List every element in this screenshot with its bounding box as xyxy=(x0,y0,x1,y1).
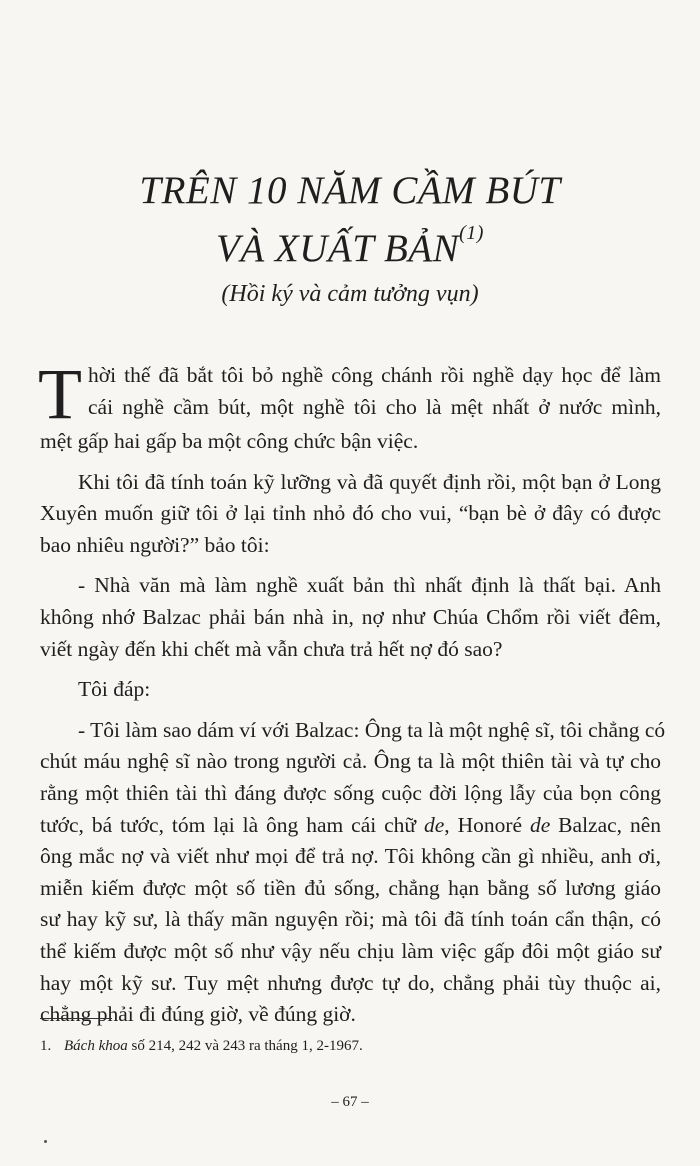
text-line xyxy=(40,810,661,842)
paragraph xyxy=(40,674,661,706)
text-line: rằng một thiên tài thì đáng được sống cuộc đời lộng lẫy của bọn công xyxy=(40,780,661,805)
footnote xyxy=(40,1038,363,1055)
footnote-number: 1. xyxy=(40,1038,52,1054)
text-line: hời thế đã bắt tôi bỏ nghề công chánh rồi nghề dạy học để làm xyxy=(87,363,661,387)
text-line: không nhớ Balzac phải bán nhà in, nợ như Chúa Chổm rồi viết đêm, xyxy=(40,604,661,629)
footnote-source: Bách khoa xyxy=(64,1038,128,1054)
drop-cap: T xyxy=(38,354,82,434)
footnote-divider xyxy=(40,1018,112,1019)
text-line: sư hay kỹ sư, là thấy mãn nguyện rồi; mà tôi đã tính toán cẩn thận, có xyxy=(40,907,661,932)
footnote-reference: (1) xyxy=(459,222,484,244)
text-line: miễn kiếm được một số tiền đủ sống, chẳng hạn bằng số lương giáo xyxy=(40,875,661,900)
chapter-title-line-1: TRÊN 10 NĂM CẦM BÚT xyxy=(139,169,561,212)
text-line: hay một kỹ sư. Tuy mệt nhưng được tự do, chẳng phải tùy thuộc ai, xyxy=(40,970,661,995)
text-line: cái nghề cầm bút, một nghề tôi cho là mệt nhất ở nước mình, xyxy=(87,394,661,419)
text-line: chẳng phải đi đúng giờ, về đúng giờ. xyxy=(40,1002,356,1027)
paragraph xyxy=(40,570,661,665)
text-line: Xuyên muốn giữ tôi ở lại tỉnh nhỏ đó cho vui, “bạn bè ở đây có được xyxy=(40,501,661,526)
text-line: viết ngày đến khi chết mà vẫn chưa trả hết nợ đó sao? xyxy=(40,636,503,661)
italic-text: de xyxy=(529,812,551,837)
chapter-title-text: VÀ XUẤT BẢN xyxy=(216,227,460,270)
text-line: chút máu nghệ sĩ nào trong người cả. Ông ta là một thiên tài và tự cho xyxy=(40,749,661,774)
footnote-text: số 214, 242 và 243 ra tháng 1, 2-1967. xyxy=(127,1038,363,1054)
text-run: , Honoré xyxy=(444,812,530,837)
paragraph xyxy=(38,354,661,458)
text-line: bao nhiêu người?” bảo tôi: xyxy=(40,532,270,557)
italic-text: de xyxy=(423,812,445,837)
chapter-subtitle: (Hồi ký và cảm tưởng vụn) xyxy=(221,281,479,307)
text-line: Tôi đáp: xyxy=(78,677,151,702)
text-line: mệt gấp hai gấp ba một công chức bận việc. xyxy=(40,429,419,453)
page-number: – 67 – xyxy=(331,1094,369,1110)
scan-speck xyxy=(44,1140,47,1143)
text-line: - Nhà văn mà làm nghề xuất bản thì nhất định là thất bại. Anh xyxy=(78,573,661,598)
body-text xyxy=(38,354,666,1040)
chapter-title-line-2 xyxy=(0,222,700,271)
text-line: Khi tôi đã tính toán kỹ lưỡng và đã quyết định rồi, một bạn ở Long xyxy=(78,469,661,494)
text-line: ông mắc nợ và viết như mọi để trả nợ. Tôi không cần gì nhiều, anh ơi, xyxy=(40,844,661,869)
text-run: tước, bá tước, tóm lại là ông ham cái chữ xyxy=(40,812,424,837)
text-line: - Tôi làm sao dám ví với Balzac: Ông ta là một nghệ sĩ, tôi chẳng có xyxy=(78,717,666,742)
text-run: Balzac, nên xyxy=(550,812,661,837)
paragraph xyxy=(40,715,666,1031)
paragraph xyxy=(40,467,661,562)
text-line: thể kiếm được một số như vậy nếu chịu làm việc gấp đôi một giáo sư xyxy=(40,938,661,963)
